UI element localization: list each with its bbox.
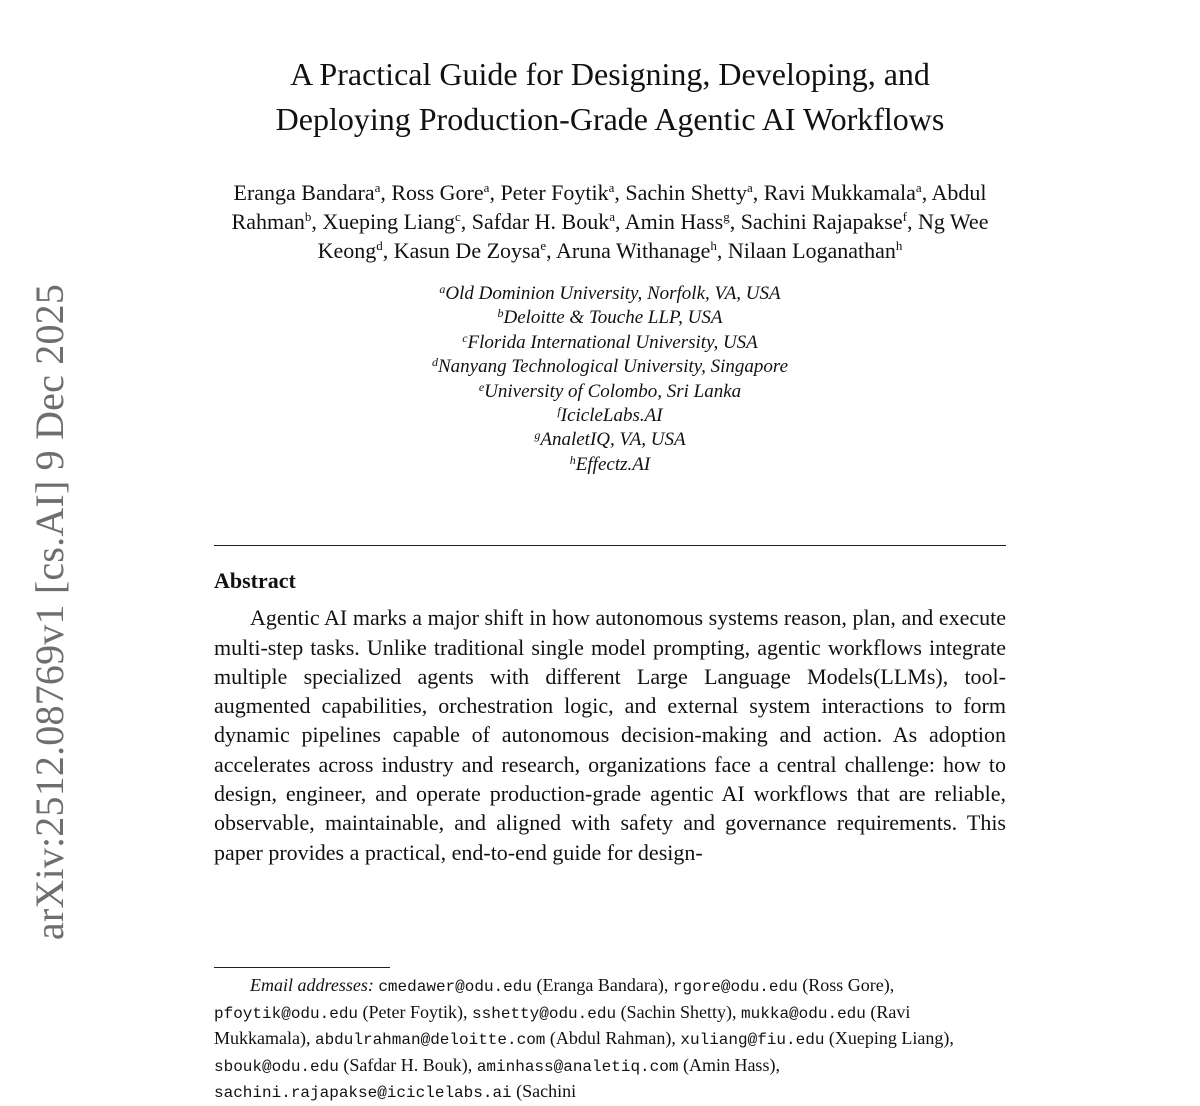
affiliation-mark: g (534, 428, 541, 443)
email-owner: (Ravi Mukkamala), (214, 1001, 911, 1048)
email-link[interactable]: pfoytik@odu.edu (214, 1004, 359, 1023)
email-owner: (Sachin Shetty), (616, 1001, 737, 1022)
affiliation (214, 306, 1006, 330)
affiliation-text: Nanyang Technological University, Singapore (437, 356, 789, 378)
email-link[interactable]: xuliang@fiu.edu (680, 1031, 825, 1049)
email-link[interactable]: abdulrahman@deloitte.com (314, 1031, 546, 1049)
author (625, 209, 730, 234)
affiliation-text: Florida International University, USA (467, 331, 758, 353)
title-line-2: Deploying Production-Grade Agentic AI Workflows (275, 101, 945, 137)
author (391, 180, 489, 205)
author-affiliation-mark: h (895, 238, 903, 253)
email-link[interactable]: cmedawer@odu.edu (378, 978, 532, 996)
affiliation-mark: a (439, 282, 446, 296)
email-link[interactable]: aminhass@analetiq.com (476, 1057, 679, 1076)
author-affiliation-mark: d (376, 238, 383, 253)
author-name: Eranga Bandara (233, 180, 375, 205)
affiliation-mark: f (557, 404, 561, 419)
author (472, 209, 615, 234)
affiliation-text: Effectz.AI (575, 453, 651, 475)
author-affiliation-mark: a (374, 180, 381, 195)
email-link[interactable]: sshetty@odu.edu (472, 1004, 617, 1023)
author-list: Eranga Bandara$^a$, Ross Gore$^a$, Peter Foytik$^a$, Sachin Shetty$^a$, Ravi Mukkamala$^a$, Abdul Rahman$^b$, Xueping Liang$^c$, Safdar H. Bouk$^a$, Amin Hass$^g$, Sachini Rajapakse$^f$, Ng Wee Keong$^d$, Kasun De Zoysa$^e$, Aruna Withanage$^h$, Nilaan Loganathan$^h$ (231, 180, 989, 263)
affiliation-mark: c (462, 330, 468, 345)
email-owner: (Eranga Bandara), (531, 975, 669, 995)
email-link[interactable]: sachini.rajapakse@iciclelabs.ai (214, 1084, 512, 1102)
author-affiliation-mark: c (454, 209, 461, 224)
affiliation (214, 282, 1006, 306)
author-name: Ng Wee Keong (317, 209, 989, 263)
author (394, 238, 546, 263)
author (741, 209, 907, 234)
abstract-heading: Abstract (214, 568, 296, 594)
author-affiliation-mark: a (915, 180, 922, 195)
author (728, 238, 903, 263)
author-name: Nilaan Loganathan (727, 238, 896, 263)
author-affiliation-mark: h (710, 238, 717, 253)
affiliation (214, 453, 1006, 477)
title-line-1: A Practical Guide for Designing, Developing, and (290, 56, 930, 92)
author-name: Ravi Mukkamala (763, 180, 916, 205)
author-affiliation-mark: b (304, 209, 312, 224)
affiliation-text: Deloitte & Touche LLP, USA (503, 307, 723, 329)
author (322, 209, 460, 234)
author-name: Sachin Shetty (625, 180, 747, 205)
author-affiliation-mark: a (483, 180, 490, 195)
abstract-text: Agentic AI marks a major shift in how autonomous systems reason, plan, and execute multi-step tasks. Unlike traditional single model prompting, agentic workflows integrate multiple specialized agents with different Large Language Models(LLMs), tool-augmented capabilities, orchestration logic, and external system interactions to form dynamic pipelines capable of autonomous decision-making and action. As adoption accelerates across industry and research, organizations face a central challenge: how to design, engineer, and operate production-grade agentic AI workflows that are reliable, observable, maintainable, and aligned with safety and governance requirements. This paper provides a practical, end-to-end guide for design- (214, 605, 1006, 865)
affiliation (214, 331, 1006, 355)
affiliation-list (214, 282, 1006, 477)
affiliation-mark: h (569, 452, 576, 467)
author-affiliation-mark: a (608, 180, 615, 195)
author-affiliation-mark: f (902, 209, 907, 224)
affiliation (214, 404, 1006, 428)
affiliation-text: University of Colombo, Sri Lanka (484, 380, 742, 402)
author (764, 180, 922, 205)
affiliation-mark: b (497, 306, 504, 321)
email-link[interactable]: sbouk@odu.edu (214, 1057, 339, 1076)
author-affiliation-mark: a (609, 209, 615, 224)
email-owner: (Peter Foytik), (358, 1001, 468, 1022)
footnote-emails (214, 973, 1006, 1106)
email-link[interactable]: mukka@odu.edu (741, 1004, 866, 1023)
affiliation-text: Old Dominion University, Norfolk, VA, USA (445, 283, 781, 304)
arxiv-stamp: arXiv:2512.08769v1 [cs.AI] 9 Dec 2025 (27, 283, 72, 941)
author-name: Abdul Rahman (231, 180, 987, 234)
author-affiliation-mark: e (540, 238, 547, 253)
author (556, 238, 717, 263)
footnote-lead: Email addresses: (250, 975, 374, 995)
abstract-divider (214, 545, 1006, 546)
author-name: Sachini Rajapakse (740, 209, 903, 234)
footnote-divider (214, 967, 390, 968)
author (234, 180, 381, 205)
affiliation (214, 355, 1006, 379)
email-owner: (Xueping Liang), (824, 1028, 954, 1048)
affiliation-mark: d (431, 355, 438, 370)
affiliation (214, 380, 1006, 404)
affiliation (214, 428, 1006, 452)
affiliation-text: IcicleLabs.AI (560, 405, 663, 427)
email-owner: (Ross Gore), (797, 975, 895, 995)
email-owner: (Abdul Rahman), (545, 1028, 676, 1048)
author-name: Kasun De Zoysa (393, 238, 541, 263)
email-link[interactable]: rgore@odu.edu (672, 978, 798, 996)
affiliation-mark: e (478, 379, 485, 394)
author-name: Amin Hass (624, 209, 724, 234)
author-name: Ross Gore (391, 180, 484, 205)
author (625, 180, 752, 205)
paper-page (214, 0, 1006, 867)
author-affiliation-mark: a (747, 180, 753, 195)
author-name: Aruna Withanage (555, 238, 711, 263)
email-owner: (Sachini (511, 1081, 577, 1101)
author-affiliation-mark: g (723, 209, 730, 224)
email-owner: (Amin Hass), (678, 1054, 780, 1075)
affiliation-text: AnaletIQ, VA, USA (540, 429, 686, 451)
author-name: Safdar H. Bouk (471, 209, 610, 234)
author-name: Xueping Liang (322, 209, 455, 234)
email-owner: (Safdar H. Bouk), (338, 1054, 473, 1075)
author (500, 180, 614, 205)
author-name: Peter Foytik (500, 180, 609, 205)
paper-title (214, 52, 1006, 142)
